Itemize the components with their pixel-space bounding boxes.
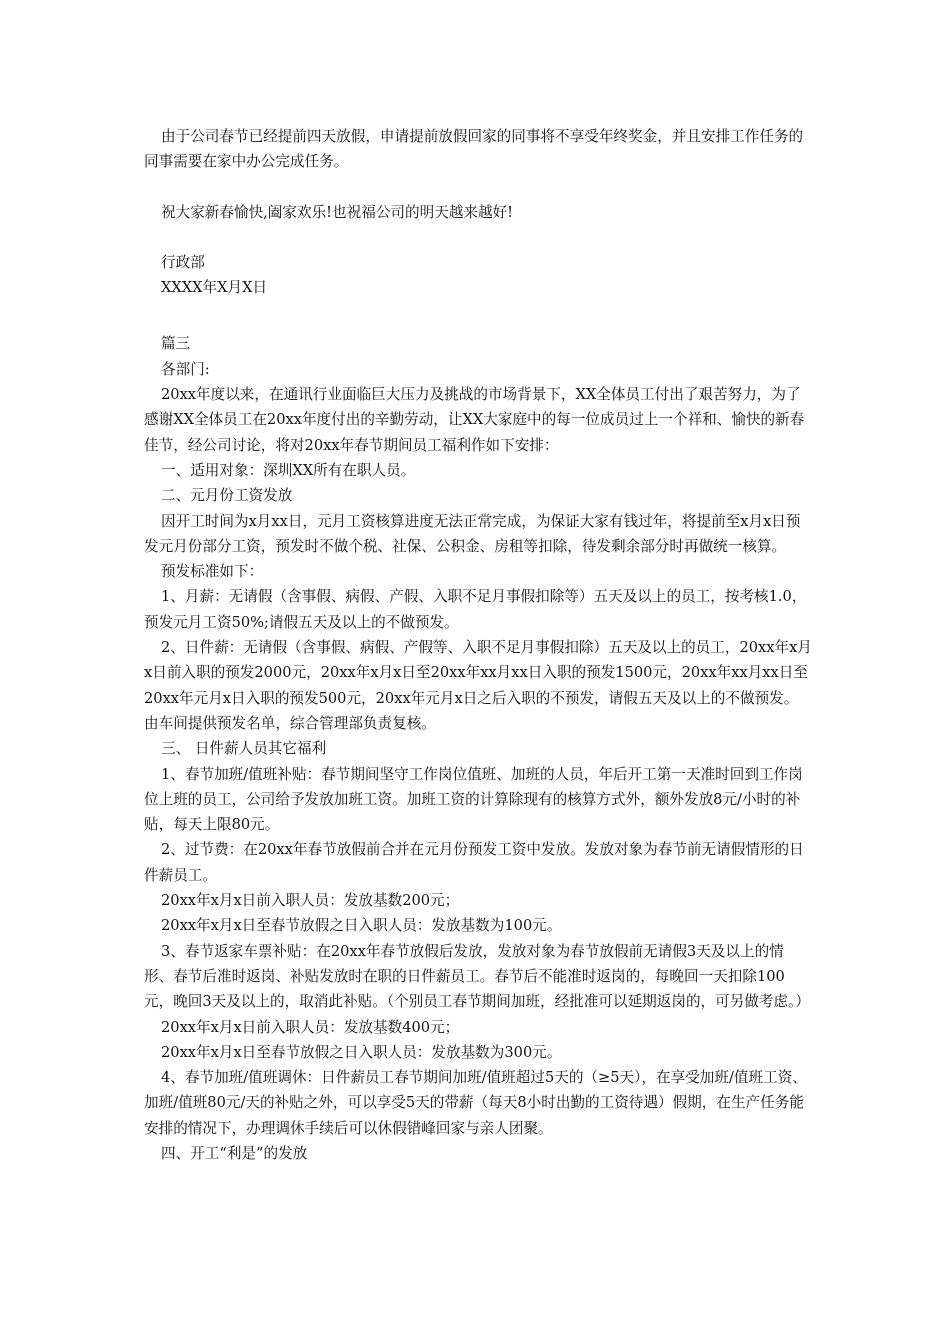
section-gap [144,300,812,331]
intro-paragraph: 20xx年度以来，在通讯行业面临巨大压力及挑战的市场背景下，XX全体员工付出了艰苦努力，为了感谢XX全体员工在20xx年度付出的辛勤劳动，让XX大家庭中的每一位成员过上一个祥和、愉快的新春佳节，经公司讨论，将对20xx年春节期间员工福利作如下安排： [144,386,805,454]
document-body [144,124,812,1166]
item-salary-standard-monthly: 1、月薪：无请假（含事假、病假、产假、入职不足月事假扣除等）五天及以上的员工，按考核1.0，预发元月工资50%;请假五天及以上的不做预发。 [144,588,807,631]
item-overtime-subsidy: 1、春节加班/值班补贴：春节期间坚守工作岗位值班、加班的人员，年后开工第一天准时回到工作岗位上班的员工，公司给予发放加班工资。加班工资的计算除现有的核算方式外，额外发放8元/小时的补贴，每天上限80元。 [144,765,803,834]
item-salary-standard-daily: 2、日件薪：无请假（含事假、病假、产假等、入职不足月事假扣除）五天及以上的员工，20xx年x月x日前入职的预发2000元，20xx年x月x日至20xx年xx月xx日入职的预发1500元，20xx年xx月xx日至20xx年元月x日入职的预发500元，20xx年元月x日之后入职的不预发，请假五天及以上的不做预发。由车间提供预发名单，综合管理部负责复核。 [144,639,812,732]
item-ticket-subsidy-base-a: 20xx年x月x日前入职人员：发放基数400元； [161,1018,460,1036]
item-salary-body: 因开工时间为x月xx日，元月工资核算进度无法正常完成，为保证大家有钱过年，将提前至x月x日预发元月份部分工资，预发时不做个税、社保、公积金、房租等扣除，待发剩余部分时再做统一核算。 [144,512,801,555]
item-other-benefits-title: 三、 日件薪人员其它福利 [161,740,327,758]
section-title: 篇三 [161,335,191,353]
wish-paragraph: 祝大家新春愉快,阖家欢乐!也祝福公司的明天越来越好! [161,203,514,221]
item-salary-title: 二、元月份工资发放 [161,487,293,505]
item-red-packet-title: 四、开工“利是”的发放 [161,1144,308,1162]
item-holiday-fee-base-b: 20xx年x月x日至春节放假之日入职人员：发放基数为100元。 [161,917,562,935]
item-salary-standard: 预发标准如下： [161,563,264,581]
signature-date: XXXX年X月X日 [161,279,268,297]
item-holiday-fee-base-a: 20xx年x月x日前入职人员：发放基数200元； [161,892,460,910]
salutation: 各部门: [161,360,210,378]
notice-paragraph: 由于公司春节已经提前四天放假，申请提前放假回家的同事将不享受年终奖金，并且安排工作任务的同事需要在家中办公完成任务。 [144,128,804,171]
paragraph-gap [144,225,812,250]
item-holiday-fee: 2、过节费：在20xx年春节放假前合并在元月份预发工资中发放。发放对象为春节前无请假情形的日件薪员工。 [144,841,804,884]
paragraph-gap [144,175,812,200]
signature-department: 行政部 [161,253,205,271]
item-overtime-leave: 4、春节加班/值班调休：日件薪员工春节期间加班/值班超过5天的（≥5天），在享受加班/值班工资、加班/值班80元/天的补贴之外，可以享受5天的带薪（每天8小时出勤的工资待遇）假期，在生产任务能安排的情况下，办理调休手续后可以休假错峰回家与亲人团聚。 [144,1069,807,1137]
item-ticket-subsidy: 3、春节返家车票补贴：在20xx年春节放假后发放，发放对象为春节放假前无请假3天及以上的情形、春节后准时返岗、补贴发放时在职的日件薪员工。春节后不能准时返岗的，每晚回一天扣除100元，晚回3天及以上的，取消此补贴。（个别员工春节期间加班，经批准可以延期返岗的，可另做考虑。） [144,942,811,1011]
item-ticket-subsidy-base-b: 20xx年x月x日至春节放假之日入职人员：发放基数为300元。 [161,1043,562,1061]
item-applicable-scope: 一、适用对象：深圳XX所有在职人员。 [161,461,416,479]
